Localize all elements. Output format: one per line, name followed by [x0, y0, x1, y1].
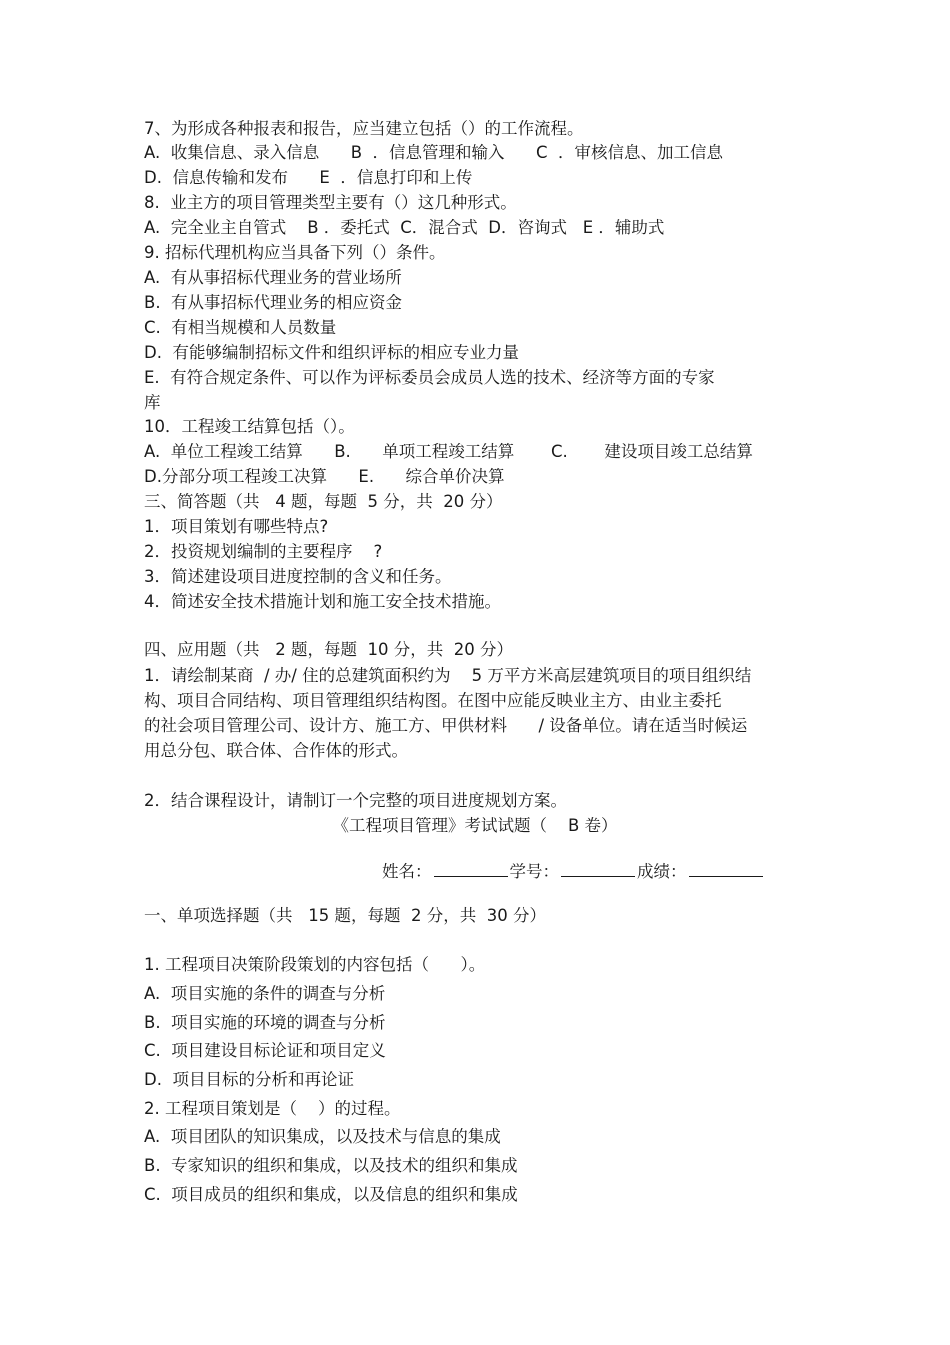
q9-option-e-line1: E. 有符合规定条件、可以作为评标委员会成员人选的技术、经济等方面的专家 [144, 368, 715, 387]
q7-stem: 7、为形成各种报表和报告，应当建立包括（）的工作流程。 [144, 119, 584, 138]
b-q1-option-d: D. 项目目标的分析和再论证 [144, 1070, 354, 1089]
q9-option-b: B. 有从事招标代理业务的相应资金 [144, 293, 403, 312]
b-q1-option-b: B. 项目实施的环境的调查与分析 [144, 1013, 386, 1032]
q9-stem: 9. 招标代理机构应当具备下列（）条件。 [144, 243, 446, 262]
b-q1-option-a: A. 项目实施的条件的调查与分析 [144, 984, 386, 1003]
id-label: 学号： [509, 862, 559, 881]
score-label: 成绩： [637, 862, 687, 881]
b-q2-option-c: C. 项目成员的组织和集成，以及信息的组织和集成 [144, 1185, 518, 1204]
q8-options: A. 完全业主自管式 B ．委托式 C．混合式 D．咨询式 E ．辅助式 [144, 218, 665, 237]
score-blank[interactable] [689, 860, 763, 877]
b-q2-option-a: A. 项目团队的知识集成，以及技术与信息的集成 [144, 1127, 501, 1146]
b-q2-stem: 2. 工程项目策划是（ ）的过程。 [144, 1099, 401, 1118]
q7-options-line1: A. 收集信息、录入信息 B ．信息管理和输入 C ．审核信息、加工信息 [144, 143, 723, 162]
b-q1-stem: 1. 工程项目决策阶段策划的内容包括（ ）。 [144, 955, 486, 974]
q9-option-c: C. 有相当规模和人员数量 [144, 318, 337, 337]
student-info-line [382, 860, 765, 884]
q10-options-line2: D.分部分项工程竣工决算 E. 综合单价决算 [144, 467, 505, 486]
q9-option-d: D. 有能够编制招标文件和组织评标的相应专业力量 [144, 343, 519, 362]
q9-option-a: A. 有从事招标代理业务的营业场所 [144, 268, 402, 287]
exam-b-title: 《工程项目管理》考试试题（ B 卷） [332, 816, 618, 835]
exam-b-section1-title: 一、单项选择题（共 15 题，每题 2 分，共 30 分） [144, 906, 546, 925]
section3-q2: 2．投资规划编制的主要程序 ? [144, 542, 383, 561]
section3-q1: 1．项目策划有哪些特点? [144, 517, 329, 536]
q10-options-line1: A. 单位工程竣工结算 B. 单项工程竣工结算 C. 建设项目竣工总结算 [144, 442, 753, 461]
b-q1-option-c: C. 项目建设目标论证和项目定义 [144, 1041, 386, 1060]
q8-stem: 8. 业主方的项目管理类型主要有（）这几种形式。 [144, 193, 517, 212]
b-q2-option-b: B. 专家知识的组织和集成，以及技术的组织和集成 [144, 1156, 518, 1175]
name-label: 姓名： [382, 862, 432, 881]
section4-q1-line4: 用总分包、联合体、合作体的形式。 [144, 741, 408, 760]
name-blank[interactable] [434, 860, 508, 877]
section3-title: 三、简答题（共 4 题，每题 5 分，共 20 分） [144, 492, 503, 511]
q9-option-e-line2: 库 [144, 393, 161, 412]
q7-options-line2: D. 信息传输和发布 E ．信息打印和上传 [144, 168, 473, 187]
id-blank[interactable] [561, 860, 635, 877]
section3-q4: 4．简述安全技术措施计划和施工安全技术措施。 [144, 592, 501, 611]
section4-title: 四、应用题（共 2 题，每题 10 分，共 20 分） [144, 640, 513, 659]
section3-q3: 3．简述建设项目进度控制的含义和任务。 [144, 567, 452, 586]
section4-q2: 2．结合课程设计，请制订一个完整的项目进度规划方案。 [144, 791, 567, 810]
section4-q1-line1: 1．请绘制某商 / 办/ 住的总建筑面积约为 5 万平方米高层建筑项目的项目组织结 [144, 666, 752, 685]
section4-q1-line3: 的社会项目管理公司、设计方、施工方、甲供材料 / 设备单位。请在适当时候运 [144, 716, 748, 735]
q10-stem: 10．工程竣工结算包括（）。 [144, 417, 355, 436]
section4-q1-line2: 构、项目合同结构、项目管理组织结构图。在图中应能反映业主方、由业主委托 [144, 691, 722, 710]
